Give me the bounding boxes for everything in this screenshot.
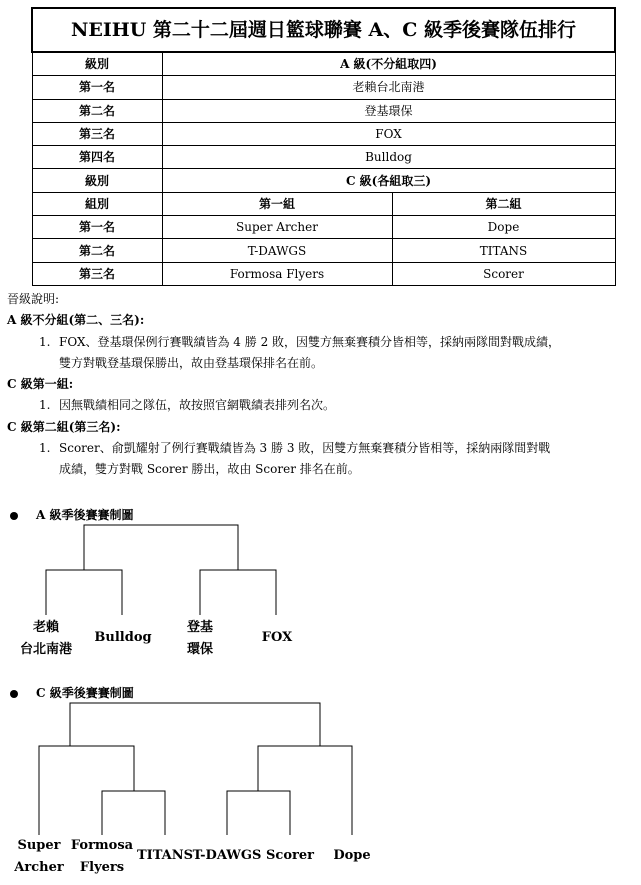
team-cell: TITANS xyxy=(392,239,615,262)
list-number: 1. xyxy=(39,334,51,349)
c1-note-item xyxy=(7,395,637,416)
bracket-team xyxy=(237,627,317,649)
rank-cell: 第一名 xyxy=(32,216,162,239)
note-text: 因無戰績相同之隊伍，故按照官網戰績表排列名次。 xyxy=(59,398,336,413)
bracket-team xyxy=(6,617,86,661)
team-line: TITANS xyxy=(136,848,194,863)
table-row xyxy=(32,262,615,285)
bullet-icon xyxy=(10,690,18,698)
note-text: FOX、登基環保例行賽戰績皆為 4 勝 2 敗，因雙方無棄賽積分皆相等，採納兩隊間對戰成績， xyxy=(59,334,561,349)
rank-cell: 第三名 xyxy=(32,262,162,285)
list-number: 1. xyxy=(39,398,51,413)
team-line: FOX xyxy=(261,630,293,645)
ranking-table xyxy=(31,7,616,286)
bracket-line xyxy=(102,791,165,835)
note-text: Scorer、俞凱耀射了例行賽戰績皆為 3 勝 3 敗，因雙方無棄賽積分皆相等，採納兩隊間對戰 xyxy=(59,441,551,456)
a-bracket-title: A 級季後賽賽制圖 xyxy=(36,508,134,522)
rank-cell: 第二名 xyxy=(32,239,162,262)
team-cell: Scorer xyxy=(392,262,615,285)
page-title: NEIHU 第二十二屆週日籃球聯賽 A、C 級季後賽隊伍排行 xyxy=(32,8,615,52)
qualification-notes xyxy=(7,289,637,481)
team-cell: 老賴台北南港 xyxy=(162,76,615,99)
bracket-line xyxy=(227,791,290,835)
a-bracket-diagram xyxy=(0,520,641,620)
table-row xyxy=(32,76,615,99)
table-row xyxy=(32,122,615,145)
team-cell: Dope xyxy=(392,216,615,239)
team-cell: 登基環保 xyxy=(162,99,615,122)
table-row xyxy=(32,239,615,262)
group1-label: 第一組 xyxy=(162,192,392,215)
team-line: 環保 xyxy=(186,642,213,657)
team-line: 登基 xyxy=(186,620,213,635)
table-row xyxy=(32,99,615,122)
team-cell: Super Archer xyxy=(162,216,392,239)
rank-cell: 第二名 xyxy=(32,99,162,122)
c-header-value: C 級(各組取三) xyxy=(162,169,615,192)
bracket-line xyxy=(70,703,320,746)
bracket-line xyxy=(84,525,238,570)
rank-cell: 第一名 xyxy=(32,76,162,99)
bracket-team xyxy=(160,617,240,661)
bracket-team xyxy=(313,845,391,867)
team-line: Flyers xyxy=(79,860,125,875)
team-cell: T-DAWGS xyxy=(162,239,392,262)
a-note-heading: A 級不分組(第二、三名): xyxy=(7,313,145,328)
team-line: T-DAWGS xyxy=(192,848,262,863)
a-header-value: A 級(不分組取四) xyxy=(162,52,615,76)
team-line: 台北南港 xyxy=(19,642,72,657)
bracket-line xyxy=(200,570,276,615)
team-cell: FOX xyxy=(162,122,615,145)
team-cell: Formosa Flyers xyxy=(162,262,392,285)
c-bracket-diagram xyxy=(0,699,641,839)
c2-note-heading: C 級第二組(第三名): xyxy=(7,419,121,434)
team-line: 老賴 xyxy=(32,620,59,635)
team-line: Bulldog xyxy=(94,630,152,645)
a-note-item xyxy=(7,332,637,353)
group-label: 組別 xyxy=(32,192,162,215)
a-header-label: 級別 xyxy=(32,52,162,76)
note-text: 雙方對戰登基環保勝出，故由登基環保排名在前。 xyxy=(59,355,324,370)
bracket-team xyxy=(83,627,163,649)
list-number: 1. xyxy=(39,441,51,456)
team-line: Dope xyxy=(333,848,371,863)
rank-cell: 第三名 xyxy=(32,122,162,145)
c-header-label: 級別 xyxy=(32,169,162,192)
notes-heading: 晉級說明: xyxy=(7,292,60,306)
c-bracket-title: C 級季後賽賽制圖 xyxy=(36,686,134,700)
team-line: Scorer xyxy=(266,848,314,863)
table-row xyxy=(32,146,615,169)
team-line: Archer xyxy=(14,860,64,875)
team-cell: Bulldog xyxy=(162,146,615,169)
team-line: Super xyxy=(17,838,61,853)
rank-cell: 第四名 xyxy=(32,146,162,169)
bracket-line xyxy=(46,570,122,615)
c2-note-item xyxy=(7,438,637,459)
group2-label: 第二組 xyxy=(392,192,615,215)
bullet-icon xyxy=(10,512,18,520)
table-row xyxy=(32,216,615,239)
team-line: Formosa xyxy=(70,838,134,853)
note-text: 成績，雙方對戰 Scorer 勝出，故由 Scorer 排名在前。 xyxy=(59,462,360,477)
c1-note-heading: C 級第一組: xyxy=(7,377,74,392)
